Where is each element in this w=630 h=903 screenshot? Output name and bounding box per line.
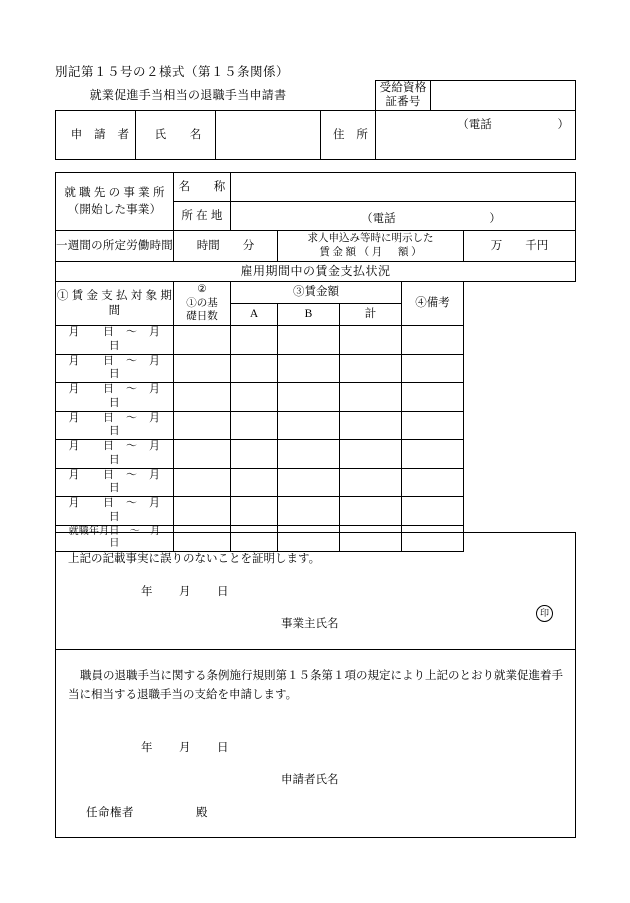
table-row [56, 440, 576, 469]
table-row [56, 354, 576, 383]
employer-name-label: 名 称 [174, 173, 231, 202]
row-wage-a[interactable] [231, 354, 278, 383]
row-note[interactable] [402, 354, 464, 383]
applicant-name-label: 氏 名 [136, 110, 216, 159]
row-period[interactable]: 月 日 〜 月 日 [56, 497, 174, 526]
certification-block [55, 532, 576, 838]
offered-wage-label-line1: 求人申込み等時に明示した [307, 233, 434, 245]
row-period[interactable]: 月 日 〜 月 日 [56, 440, 174, 469]
offered-wage-value[interactable]: 万 千円 [464, 231, 576, 262]
appointing-authority [56, 795, 575, 828]
employer-label-line1: 就 職 先 の 事 業 所 [64, 186, 165, 199]
row-period[interactable]: 月 日 〜 月 日 [56, 354, 174, 383]
application-text-line1: 職員の退職手当に関する条例施行規則第１５条第１項の規定により上記のとおり就業促進着手 [80, 669, 563, 682]
table-row [56, 383, 576, 412]
row-period[interactable]: 月 日 〜 月 日 [56, 326, 174, 355]
col-wage-header: ③賃金額 [231, 282, 402, 304]
offered-wage-label-line2: 賃 金 額 （ 月 額 ） [319, 247, 422, 258]
row-wage-b[interactable] [278, 326, 340, 355]
employer-label-line2: （開始した事業） [67, 203, 162, 216]
applicant-address-label: 住 所 [321, 110, 376, 159]
employment-block [55, 172, 576, 552]
row-wage-a[interactable] [231, 497, 278, 526]
employer-tel: （電話 ） [361, 212, 501, 225]
row-wage-b[interactable] [278, 468, 340, 497]
row-wage-total[interactable] [340, 497, 402, 526]
row-wage-b[interactable] [278, 440, 340, 469]
employer-label [56, 173, 174, 231]
employer-signature-label: 事業主氏名 [281, 618, 339, 631]
col-wage-b-header: B [278, 304, 340, 326]
cert-number-value[interactable] [431, 81, 576, 111]
offered-wage-label [278, 231, 464, 262]
title-spacer [321, 81, 376, 111]
applicant-tel: （電話 ） [457, 119, 570, 132]
row-note[interactable] [402, 326, 464, 355]
row-wage-total[interactable] [340, 326, 402, 355]
row-note[interactable] [402, 411, 464, 440]
col-days-header: ② ①の基 礎日数 [174, 282, 231, 326]
row-note[interactable] [402, 497, 464, 526]
wage-status-title: 雇用期間中の賃金支払状況 [56, 262, 576, 282]
certification-signature[interactable] [56, 606, 575, 639]
appointing-authority-label: 任命権者 [86, 806, 134, 819]
row-wage-total[interactable] [340, 383, 402, 412]
applicant-block [55, 80, 576, 160]
row-note[interactable] [402, 468, 464, 497]
row-wage-b[interactable] [278, 383, 340, 412]
row-wage-b[interactable] [278, 497, 340, 526]
application-date: 年 月 日 [141, 741, 229, 754]
row-wage-a[interactable] [231, 468, 278, 497]
row-wage-total[interactable] [340, 468, 402, 497]
row-wage-total[interactable] [340, 440, 402, 469]
table-row [56, 468, 576, 497]
work-hours-label: 一週間の所定労働時間 [56, 231, 174, 262]
certification-text: 上記の記載事実に誤りのないことを証明します。 [68, 553, 321, 565]
col-period-header: ① 賃 金 支 払 対 象 期 間 [56, 282, 174, 326]
seal-icon: 印 [536, 605, 553, 622]
row-wage-a[interactable] [231, 411, 278, 440]
row-wage-b[interactable] [278, 411, 340, 440]
row-note[interactable] [402, 440, 464, 469]
applicant-name-value[interactable] [216, 110, 321, 159]
employer-location-value[interactable] [231, 202, 576, 231]
cert-number-label: 受給資格証番号 [376, 81, 431, 111]
row-wage-total[interactable] [340, 354, 402, 383]
applicant-signature-label: 申請者氏名 [281, 774, 339, 787]
row-note[interactable] [402, 383, 464, 412]
row-wage-a[interactable] [231, 326, 278, 355]
certification-date: 年 月 日 [141, 585, 229, 598]
row-wage-b[interactable] [278, 354, 340, 383]
employer-name-value[interactable] [231, 173, 576, 202]
table-row [56, 497, 576, 526]
certification-cell [56, 533, 576, 650]
applicant-address-value[interactable] [376, 110, 576, 159]
table-row [56, 411, 576, 440]
employer-location-label: 所 在 地 [174, 202, 231, 231]
row-period-start-date[interactable]: 就職年月日 〜 月 日 [56, 525, 174, 551]
work-hours-value[interactable]: 時間 分 [174, 231, 278, 262]
application-text-line2: 当に相当する退職手当の支給を申請します。 [68, 689, 298, 702]
row-period[interactable]: 月 日 〜 月 日 [56, 383, 174, 412]
row-wage-a[interactable] [231, 440, 278, 469]
col-note-header: ④備考 [402, 282, 464, 326]
table-row [56, 326, 576, 355]
row-wage-total[interactable] [340, 411, 402, 440]
appointing-authority-honorific: 殿 [196, 806, 208, 819]
applicant-signature[interactable] [56, 762, 575, 795]
application-text [56, 658, 575, 710]
application-cell [56, 649, 576, 838]
applicant-label: 申 請 者 [56, 110, 136, 159]
form-code: 別記第１５号の２様式（第１５条関係） [55, 65, 290, 79]
col-wage-total-header: 計 [340, 304, 402, 326]
document-title: 就業促進手当相当の退職手当申請書 [89, 87, 287, 102]
row-period[interactable]: 月 日 〜 月 日 [56, 411, 174, 440]
row-wage-a[interactable] [231, 383, 278, 412]
row-period[interactable]: 月 日 〜 月 日 [56, 468, 174, 497]
col-wage-a-header: A [231, 304, 278, 326]
